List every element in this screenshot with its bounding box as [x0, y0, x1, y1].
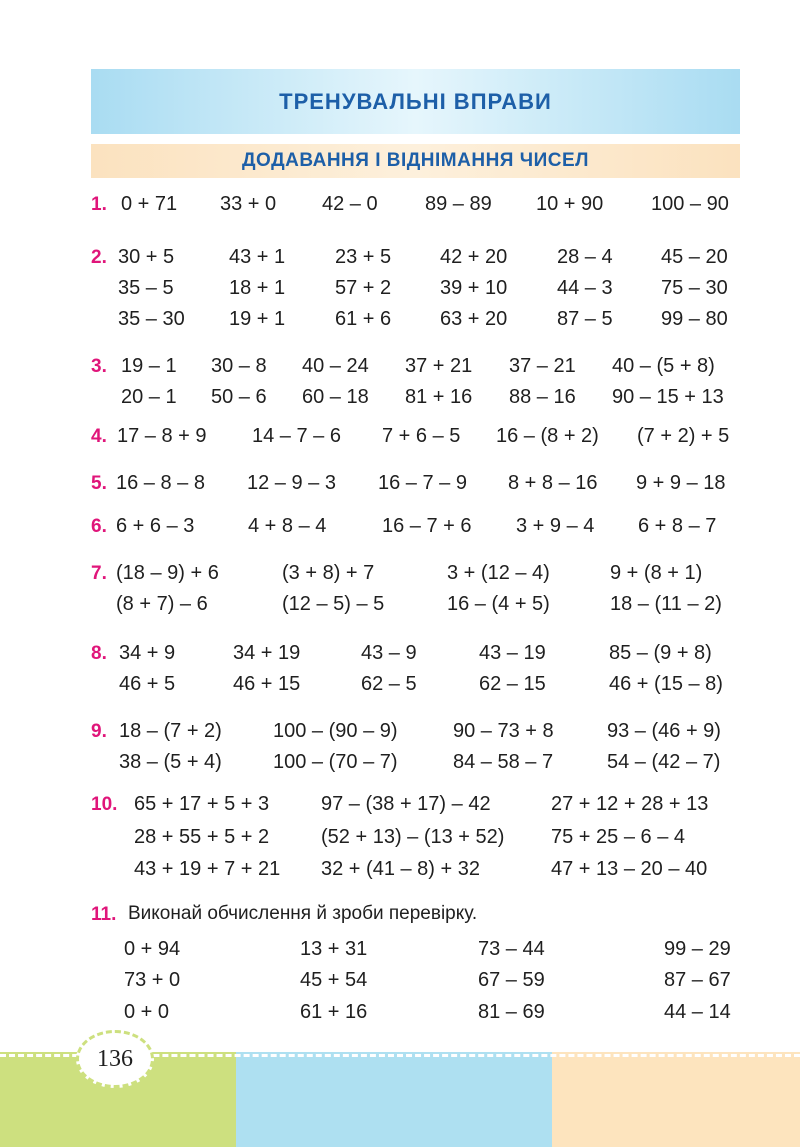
math-expression: 27 + 12 + 28 + 13: [551, 793, 709, 815]
math-expression: 46 + (15 – 8): [609, 673, 723, 695]
math-expression: 16 – 7 – 9: [378, 472, 467, 494]
math-expression: 43 – 9: [361, 642, 417, 664]
exercise-number: 9.: [91, 721, 107, 742]
math-expression: 97 – (38 + 17) – 42: [321, 793, 491, 815]
math-expression: (52 + 13) – (13 + 52): [321, 826, 505, 848]
math-expression: 89 – 89: [425, 193, 492, 215]
math-expression: 75 + 25 – 6 – 4: [551, 826, 686, 848]
exercise-number: 5.: [91, 473, 107, 494]
math-expression: 37 – 21: [509, 355, 576, 377]
math-expression: 40 – (5 + 8): [612, 355, 715, 377]
exercise-number: 11.: [91, 904, 117, 925]
math-expression: 84 – 58 – 7: [453, 751, 554, 773]
math-expression: 13 + 31: [300, 938, 368, 960]
math-expression: 28 + 55 + 5 + 2: [134, 826, 270, 848]
math-expression: 62 – 15: [479, 673, 546, 695]
math-expression: 16 – (8 + 2): [496, 425, 599, 447]
math-expression: 44 – 14: [664, 1001, 731, 1023]
math-expression: 99 – 29: [664, 938, 731, 960]
exercise-number: 3.: [91, 356, 107, 377]
math-expression: 99 – 80: [661, 308, 728, 330]
math-expression: 87 – 5: [557, 308, 613, 330]
math-expression: 10 + 90: [536, 193, 604, 215]
math-expression: 54 – (42 – 7): [607, 751, 721, 773]
page-number: 136: [97, 1045, 133, 1072]
exercise-number: 1.: [91, 194, 107, 215]
exercise-number: 2.: [91, 247, 107, 268]
exercise-number: 6.: [91, 516, 107, 537]
math-expression: 19 + 1: [229, 308, 286, 330]
math-expression: 16 – 8 – 8: [116, 472, 205, 494]
math-expression: 23 + 5: [335, 246, 392, 268]
math-expression: 75 – 30: [661, 277, 728, 299]
math-expression: 73 – 44: [478, 938, 545, 960]
footer-band-blue: [236, 1052, 552, 1147]
math-expression: 6 + 6 – 3: [116, 515, 195, 537]
math-expression: (18 – 9) + 6: [116, 562, 219, 584]
math-expression: 61 + 6: [335, 308, 392, 330]
math-expression: 61 + 16: [300, 1001, 368, 1023]
page-number-badge: [76, 1030, 154, 1088]
math-expression: 28 – 4: [557, 246, 613, 268]
math-expression: 6 + 8 – 7: [638, 515, 717, 537]
math-expression: 37 + 21: [405, 355, 473, 377]
math-expression: 42 – 0: [322, 193, 378, 215]
math-expression: 38 – (5 + 4): [119, 751, 222, 773]
math-expression: 90 – 15 + 13: [612, 386, 724, 408]
math-expression: 35 – 5: [118, 277, 174, 299]
math-expression: 3 + 9 – 4: [516, 515, 595, 537]
math-expression: 57 + 2: [335, 277, 392, 299]
math-expression: 85 – (9 + 8): [609, 642, 712, 664]
math-expression: 16 – (4 + 5): [447, 593, 550, 615]
math-expression: 18 – (11 – 2): [610, 593, 722, 615]
math-expression: 4 + 8 – 4: [248, 515, 327, 537]
math-expression: (7 + 2) + 5: [637, 425, 730, 447]
math-expression: 47 + 13 – 20 – 40: [551, 858, 708, 880]
subtitle-banner: [91, 144, 740, 178]
math-expression: 43 + 1: [229, 246, 286, 268]
math-expression: 60 – 18: [302, 386, 369, 408]
math-expression: 9 + (8 + 1): [610, 562, 703, 584]
math-expression: 17 – 8 + 9: [117, 425, 207, 447]
math-expression: 20 – 1: [121, 386, 177, 408]
exercise-number: 10.: [91, 794, 118, 815]
math-expression: 7 + 6 – 5: [382, 425, 461, 447]
math-expression: 46 + 5: [119, 673, 176, 695]
math-expression: (12 – 5) – 5: [282, 593, 385, 615]
math-expression: 9 + 9 – 18: [636, 472, 726, 494]
math-expression: 100 – (90 – 9): [273, 720, 398, 742]
math-expression: (8 + 7) – 6: [116, 593, 208, 615]
math-expression: 32 + (41 – 8) + 32: [321, 858, 481, 880]
math-expression: 93 – (46 + 9): [607, 720, 721, 742]
math-expression: 39 + 10: [440, 277, 508, 299]
math-expression: 18 – (7 + 2): [119, 720, 222, 742]
math-expression: 34 + 9: [119, 642, 176, 664]
math-expression: 12 – 9 – 3: [247, 472, 336, 494]
exercise-number: 4.: [91, 426, 107, 447]
page-subtitle: ДОДАВАННЯ І ВІДНІМАННЯ ЧИСЕЛ: [242, 150, 589, 171]
math-expression: 45 + 54: [300, 969, 368, 991]
math-expression: 42 + 20: [440, 246, 508, 268]
math-expression: 18 + 1: [229, 277, 286, 299]
math-expression: (3 + 8) + 7: [282, 562, 375, 584]
math-expression: 87 – 67: [664, 969, 731, 991]
math-expression: 88 – 16: [509, 386, 576, 408]
math-expression: 16 – 7 + 6: [382, 515, 472, 537]
math-expression: 46 + 15: [233, 673, 301, 695]
math-expression: 45 – 20: [661, 246, 728, 268]
math-expression: 100 – 90: [651, 193, 729, 215]
math-expression: 100 – (70 – 7): [273, 751, 398, 773]
math-expression: 81 + 16: [405, 386, 473, 408]
math-expression: 14 – 7 – 6: [252, 425, 341, 447]
math-expression: 43 + 19 + 7 + 21: [134, 858, 281, 880]
math-expression: 19 – 1: [121, 355, 177, 377]
page-title: ТРЕНУВАЛЬНІ ВПРАВИ: [279, 88, 552, 114]
math-expression: 30 + 5: [118, 246, 175, 268]
math-expression: 67 – 59: [478, 969, 545, 991]
math-expression: 35 – 30: [118, 308, 185, 330]
math-expression: 30 – 8: [211, 355, 267, 377]
math-expression: 50 – 6: [211, 386, 267, 408]
math-expression: 81 – 69: [478, 1001, 545, 1023]
exercise-instruction: Виконай обчислення й зроби перевірку.: [128, 903, 478, 924]
math-expression: 0 + 94: [124, 938, 181, 960]
math-expression: 43 – 19: [479, 642, 546, 664]
math-expression: 33 + 0: [220, 193, 277, 215]
math-expression: 63 + 20: [440, 308, 508, 330]
math-expression: 73 + 0: [124, 969, 181, 991]
exercise-number: 7.: [91, 563, 107, 584]
footer-band-peach: [552, 1052, 800, 1147]
math-expression: 0 + 0: [124, 1001, 170, 1023]
math-expression: 0 + 71: [121, 193, 178, 215]
math-expression: 90 – 73 + 8: [453, 720, 554, 742]
exercise-number: 8.: [91, 643, 107, 664]
math-expression: 65 + 17 + 5 + 3: [134, 793, 270, 815]
math-expression: 40 – 24: [302, 355, 369, 377]
title-banner: [91, 69, 740, 134]
math-expression: 62 – 5: [361, 673, 417, 695]
math-expression: 8 + 8 – 16: [508, 472, 598, 494]
math-expression: 44 – 3: [557, 277, 613, 299]
math-expression: 34 + 19: [233, 642, 301, 664]
math-expression: 3 + (12 – 4): [447, 562, 550, 584]
